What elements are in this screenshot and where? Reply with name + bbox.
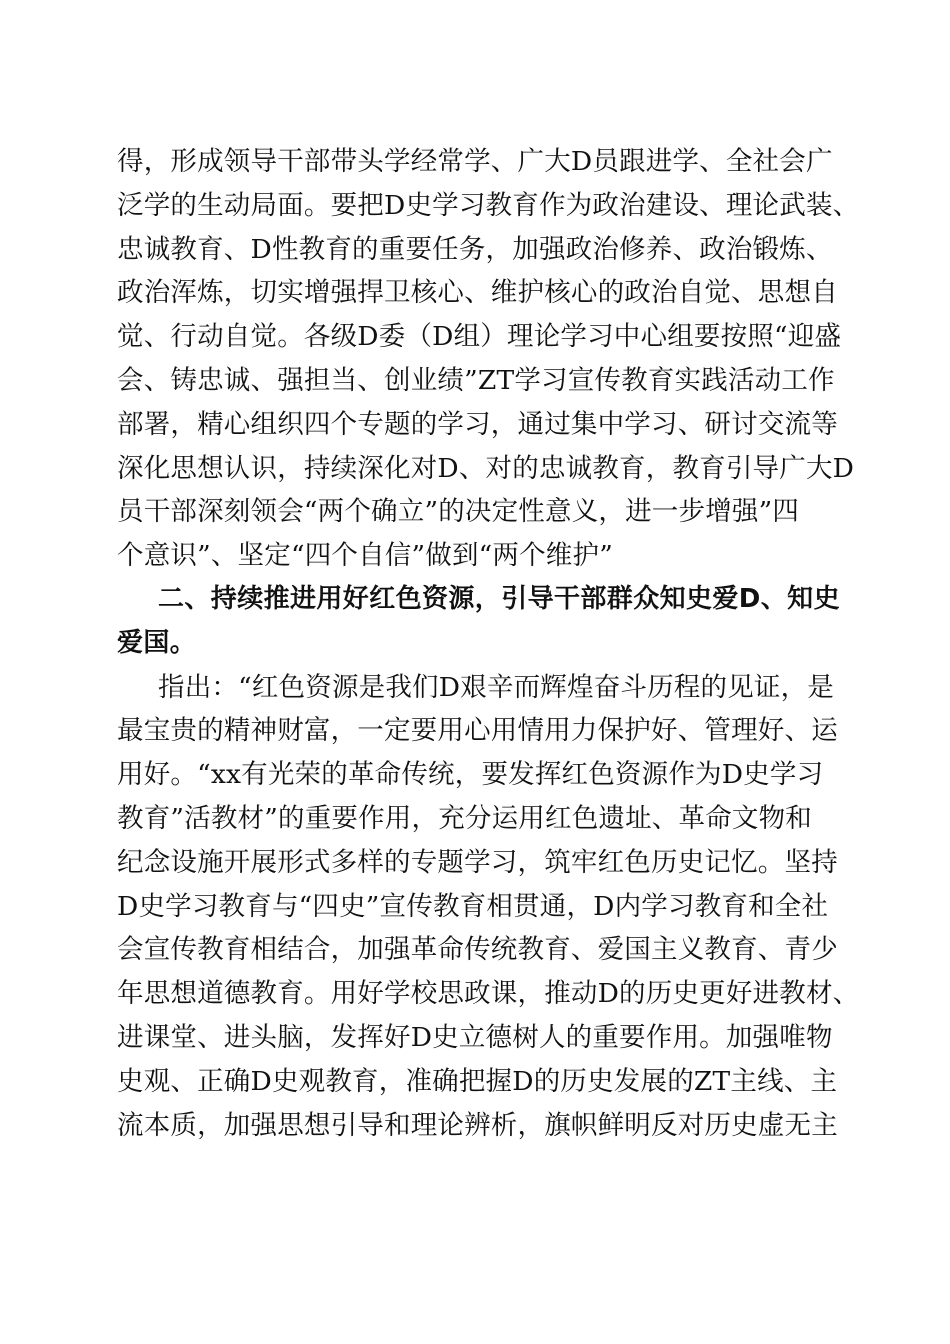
text-line: 指出：“红色资源是我们D艰辛而辉煌奋斗历程的见证，是 [158, 671, 834, 703]
text-line: 进课堂、进头脑，发挥好D史立德树人的重要作用。加强唯物 [117, 1021, 833, 1053]
text-line: 泛学的生动局面。要把D史学习教育作为政治建设、理论武装、 [117, 189, 860, 221]
text-line: 政治浑炼，切实增强捍卫核心、维护核心的政治自觉、思想自 [117, 277, 838, 309]
text-line: 觉、行动自觉。各级D委（D组）理论学习中心组要按照“迎盛 [117, 321, 842, 353]
text-line: 年思想道德教育。用好学校思政课，推动D的历史更好进教材、 [117, 978, 860, 1010]
text-line: 教育”活教材”的重要作用，充分运用红色遗址、革命文物和 [117, 802, 812, 834]
text-line: 最宝贵的精神财富，一定要用心用情用力保护好、管理好、运 [117, 715, 838, 747]
text-line: 得，形成领导干部带头学经常学、广大D员跟进学、全社会广 [117, 146, 833, 177]
text-line: 史观、正确D史观教育，准确把握D的历史发展的ZT主线、主 [117, 1065, 838, 1097]
text-line: 用好。“xx有光荣的革命传统，要发挥红色资源作为D史学习 [117, 759, 824, 791]
text-line: 深化思想认识，持续深化对D、对的忠诚教育，教育引导广大D [117, 452, 855, 484]
text-line: 忠诚教育、D性教育的重要任务，加强政治修养、政治锻炼、 [117, 233, 833, 265]
heading-line: 爱国。 [117, 627, 197, 658]
document-page [117, 140, 860, 1147]
text-line: D史学习教育与“四史”宣传教育相贯通，D内学习教育和全社 [117, 890, 829, 922]
text-line: 部署，精心组织四个专题的学习，通过集中学习、研讨交流等 [117, 408, 838, 440]
text-line: 会、铸忠诚、强担当、创业绩”ZT学习宣传教育实践活动工作 [117, 364, 835, 396]
heading-line: 二、持续推进用好红色资源，引导干部群众知史爱D、知史 [158, 583, 840, 614]
paragraph-continued [117, 140, 860, 578]
text-line: 流本质，加强思想引导和理论辨析，旗帜鲜明反对历史虚无主 [117, 1109, 838, 1141]
paragraph-body [117, 666, 860, 1148]
text-line: 会宣传教育相结合，加强革命传统教育、爱国主义教育、青少 [117, 934, 838, 966]
text-line: 员干部深刻领会“两个确立”的决定性意义，进一步增强”四 [117, 496, 800, 528]
section-heading [117, 578, 840, 666]
text-line: 个意识”、坚定“四个自信”做到“两个维护” [117, 540, 613, 572]
text-line: 纪念设施开展形式多样的专题学习，筑牢红色历史记忆。坚持 [117, 846, 838, 878]
